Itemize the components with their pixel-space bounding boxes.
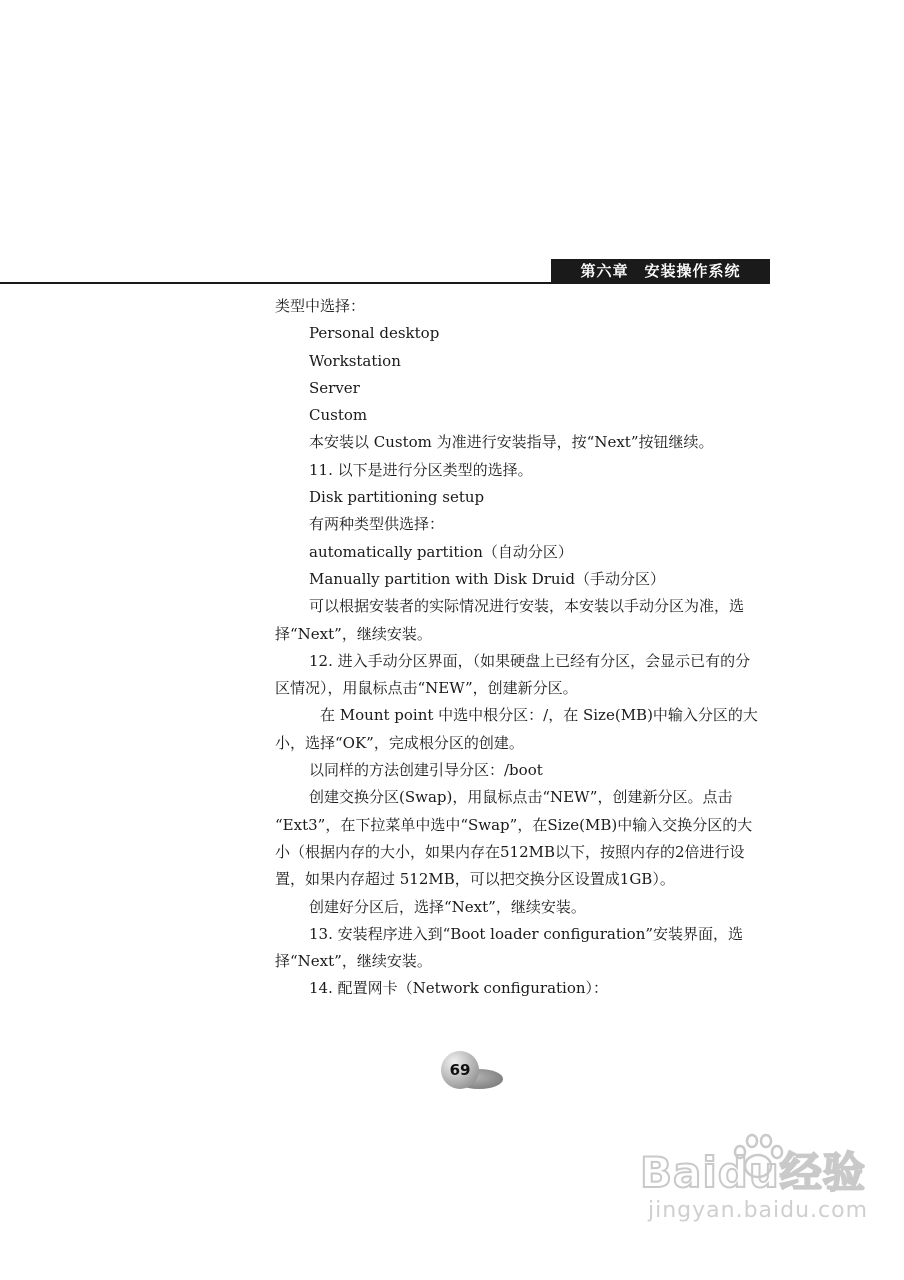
text-line: 创建好分区后，选择“Next”，继续安装。 (309, 897, 586, 916)
text-line: automatically partition（自动分区） (309, 542, 573, 561)
text-line: 11. 以下是进行分区类型的选择。 (309, 460, 533, 479)
chapter-title: 安装操作系统 (644, 262, 741, 280)
text-line: 12. 进入手动分区界面，（如果硬盘上已经有分区，会显示已有的分 (309, 651, 751, 670)
page-number: 69 (449, 1061, 471, 1079)
text-line: 择“Next”，继续安装。 (275, 952, 432, 971)
baidu-watermark (640, 1140, 880, 1240)
page-body (275, 293, 771, 1003)
text-line: 14. 配置网卡（Network configuration）： (309, 979, 609, 998)
text-line: 择“Next”，继续安装。 (275, 624, 432, 643)
text-line: Custom (309, 406, 368, 425)
watermark-brand: Baidu经验 (640, 1148, 866, 1197)
text-line: Workstation (309, 351, 401, 370)
text-line: “Ext3”，在下拉菜单中选中“Swap”，在Size(MB)中输入交换分区的大 (275, 815, 753, 834)
text-line: 小，选择“OK”，完成根分区的创建。 (275, 733, 524, 752)
paw-icon (726, 1132, 790, 1182)
chapter-number: 第六章 (580, 262, 629, 280)
text-line: 置，如果内存超过 512MB，可以把交换分区设置成1GB）。 (275, 870, 675, 889)
page-number-badge (441, 1051, 501, 1091)
text-line: 区情况），用鼠标点击“NEW”，创建新分区。 (275, 679, 578, 698)
text-line: 小（根据内存的大小，如果内存在512MB以下，按照内存的2倍进行设 (275, 842, 745, 861)
watermark-site: jingyan.baidu.com (648, 1198, 869, 1223)
text-line: 以同样的方法创建引导分区：/boot (309, 761, 543, 780)
text-line: 在 Mount point 中选中根分区：/，在 Size(MB)中输入分区的大 (320, 706, 758, 725)
text-line: Manually partition with Disk Druid（手动分区） (309, 569, 665, 588)
text-line: 13. 安装程序进入到“Boot loader configuration”安装界面，选 (309, 924, 744, 943)
text-line: 有两种类型供选择： (309, 515, 445, 534)
text-line: Personal desktop (309, 324, 440, 343)
chapter-header (551, 259, 770, 284)
text-line: 类型中选择： (275, 297, 366, 315)
text-line: 本安装以 Custom 为准进行安装指导，按“Next”按钮继续。 (309, 433, 714, 452)
text-line: 可以根据安装者的实际情况进行安装，本安装以手动分区为准，选 (309, 597, 745, 616)
text-line: Disk partitioning setup (309, 488, 485, 507)
text-line: 创建交换分区(Swap)，用鼠标点击“NEW”，创建新分区。点击 (309, 788, 733, 807)
text-line: Server (309, 378, 360, 397)
